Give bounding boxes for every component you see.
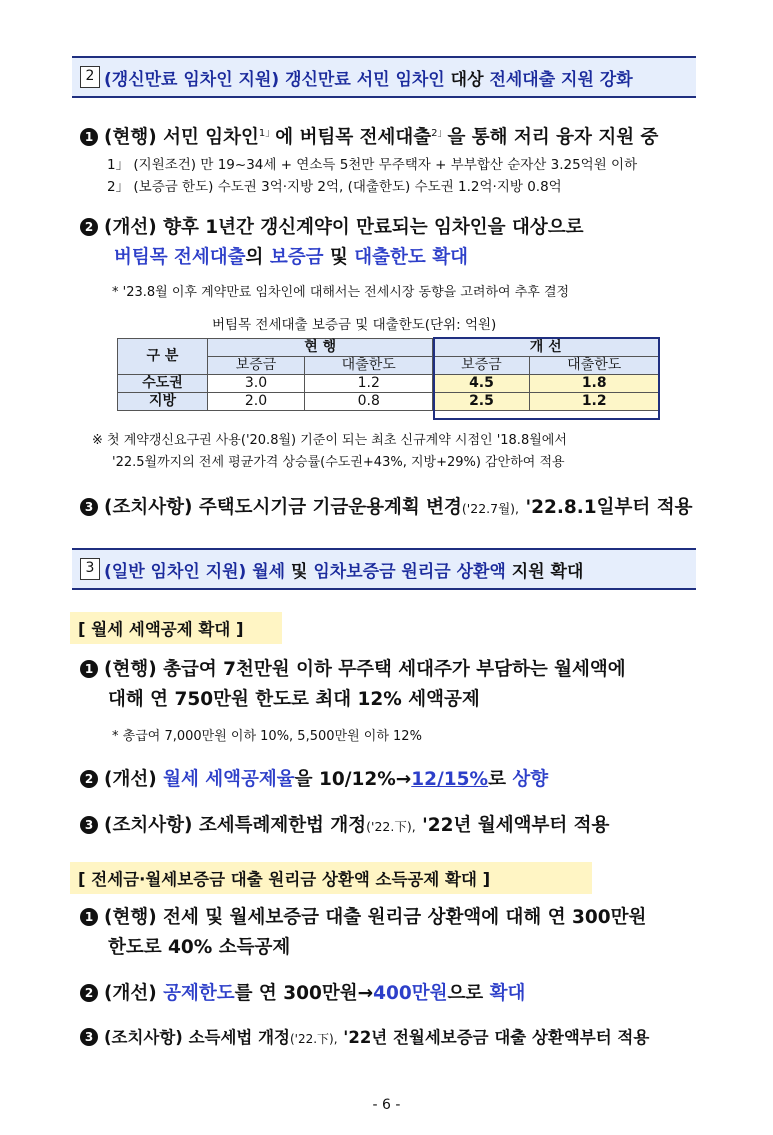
s2-item2-line2 [114,246,468,270]
sub1-item1-line1 [80,658,626,682]
sub2-item3-b: '22년 전월세보증금 대출 상환액부터 적용 [343,1028,650,1047]
section-2-header [72,56,696,98]
s2-item2-line2-a: 버팀목 전세대출 [114,247,246,268]
s2-item2-line2-b: 의 [245,247,264,268]
s2-item2-line2-e: 대출한도 확대 [354,247,468,268]
sub1-item2-c: 을 10/12%→ [294,769,412,790]
sub1-item1-line1-text: (현행) 총급여 7천만원 이하 무주택 세대주가 부담하는 월세액에 [104,659,626,680]
section-3-title-part1: (일반 임차인 지원) 월세 [104,561,286,582]
table-subheader: 보증금 [433,357,530,375]
bullet-3-icon: 3 [80,498,98,516]
footnote-2: 2」 (보증금 한도) 수도권 3억·지방 2억, (대출한도) 수도권 1.2억·지방 0.8억 [107,179,562,195]
sub2-item3-a: (조치사항) 소득세법 개정 [104,1028,290,1047]
bullet-1-icon: 1 [80,128,98,146]
sub1-item2 [80,768,548,792]
sub2-item2 [80,982,525,1006]
table-cell: 1.2 [530,393,659,411]
table-note-line2: '22.5월까지의 전세 평균가격 상승률(수도권+43%, 지방+29%) 감안하여 적용 [112,455,565,470]
table-cell: 4.5 [433,375,530,393]
section-3-header [72,548,696,590]
sub2-item3-small: ('22.下), [289,1032,338,1046]
section-3-title-part2: 및 [291,561,308,582]
s2-item3-small: ('22.7월), [461,501,519,516]
section-3-title-part3: 임차보증금 원리금 상환액 [313,561,506,582]
sub1-item1-note: * 총급여 7,000만원 이하 10%, 5,500만원 이하 12% [112,729,422,744]
table-row [118,375,659,393]
s2-item2-line1-text: (개선) 향후 1년간 갱신계약이 만료되는 임차인을 대상으로 [104,217,584,238]
sub2-item1-line1-text: (현행) 전세 및 월세보증금 대출 원리금 상환액에 대해 연 300만원 [104,907,647,928]
table-header-current: 현 행 [208,339,433,357]
table-row [118,393,659,411]
sub2-item2-a: (개선) [104,983,157,1004]
table-subheader: 대출한도 [304,357,433,375]
table-cell: 3.0 [208,375,305,393]
section-2-title-part3: 전세대출 지원 강화 [489,69,633,90]
subsection-1-title: [ 월세 세액공제 확대 ] [70,612,282,644]
footnote-marker-2: 2」 [431,128,448,139]
sub2-item3 [80,1026,649,1051]
s2-item3-tail: '22.8.1일부터 적용 [525,497,693,518]
sub1-item3-small: ('22.下), [366,819,416,834]
sub1-item3-b: '22년 월세액부터 적용 [422,815,610,836]
sub1-item2-d: 12/15% [411,769,489,790]
table-subheader: 보증금 [208,357,305,375]
section-2-title-part2: 대상 [450,69,484,90]
bullet-3-icon: 3 [80,1028,98,1046]
table-subheader: 대출한도 [530,357,659,375]
s2-item1-text-c: 을 통해 저리 융자 지원 중 [447,127,659,148]
sub1-item2-b: 월세 세액공제율 [163,769,295,790]
deposit-limit-table [117,338,659,411]
sub1-item3 [80,814,609,839]
table-header-improved: 개 선 [433,339,659,357]
table-cell: 1.8 [530,375,659,393]
s2-item1-text-b: 에 버팀목 전세대출 [275,127,432,148]
table-caption: 버팀목 전세대출 보증금 및 대출한도(단위: 억원) [212,317,497,333]
sub2-item2-e: 으로 [447,983,484,1004]
section-3-title-part4: 지원 확대 [511,561,584,582]
page-number: - 6 - [372,1097,401,1113]
bullet-2-icon: 2 [80,218,98,236]
table-row-label: 수도권 [118,375,208,393]
footnote-marker-1: 1」 [258,128,276,139]
sub2-item2-f: 확대 [489,983,526,1004]
s2-item2-note: * '23.8월 이후 계약만료 임차인에 대해서는 전세시장 동향을 고려하여 추후 결정 [112,285,570,300]
bullet-2-icon: 2 [80,984,98,1002]
section-number-box: 2 [80,66,100,88]
subsection-2-title: [ 전세금·월세보증금 대출 원리금 상환액 소득공제 확대 ] [70,862,592,894]
sub1-item1-line2: 대해 연 750만원 한도로 최대 12% 세액공제 [108,689,480,710]
bullet-2-icon: 2 [80,770,98,788]
s2-item2-line2-c: 보증금 [269,247,324,268]
sub2-item2-b: 공제한도 [163,983,235,1004]
sub2-item1-line2: 한도로 40% 소득공제 [108,937,291,958]
section-2-title-part1: (갱신만료 임차인 지원) 갱신만료 서민 임차인 [104,69,445,90]
table-cell: 0.8 [304,393,433,411]
sub1-item3-a: (조치사항) 조세특례제한법 개정 [104,815,367,836]
sub1-item2-f: 상향 [512,769,549,790]
s2-item2-line2-d: 및 [329,247,348,268]
sub2-item2-c: 를 연 300만원→ [234,983,374,1004]
table-note-line1: ※ 첫 계약갱신요구권 사용('20.8월) 기준이 되는 최초 신규계약 시점인 '18.8월에서 [92,433,567,448]
table-row-label: 지방 [118,393,208,411]
table-cell: 2.5 [433,393,530,411]
table-cell: 1.2 [304,375,433,393]
footnote-1: 1」 (지원조건) 만 19~34세 + 연소득 5천만 무주택자 + 부부합산 순자산 3.25억원 이하 [107,157,638,173]
sub2-item1-line1 [80,906,646,930]
sub1-item2-a: (개선) [104,769,157,790]
table-cell: 2.0 [208,393,305,411]
s2-item1-text-a: (현행) 서민 임차인 [104,127,259,148]
s2-item2-line1 [80,216,583,240]
section-number-box: 3 [80,558,100,580]
sub1-item2-e: 로 [488,769,506,790]
s2-item1 [80,122,658,150]
bullet-1-icon: 1 [80,660,98,678]
s2-item3 [80,496,692,521]
bullet-1-icon: 1 [80,908,98,926]
s2-item3-text: (조치사항) 주택도시기금 기금운용계획 변경 [104,497,462,518]
bullet-3-icon: 3 [80,816,98,834]
sub2-item2-d: 400만원 [373,983,448,1004]
table-header-category: 구 분 [118,339,208,375]
